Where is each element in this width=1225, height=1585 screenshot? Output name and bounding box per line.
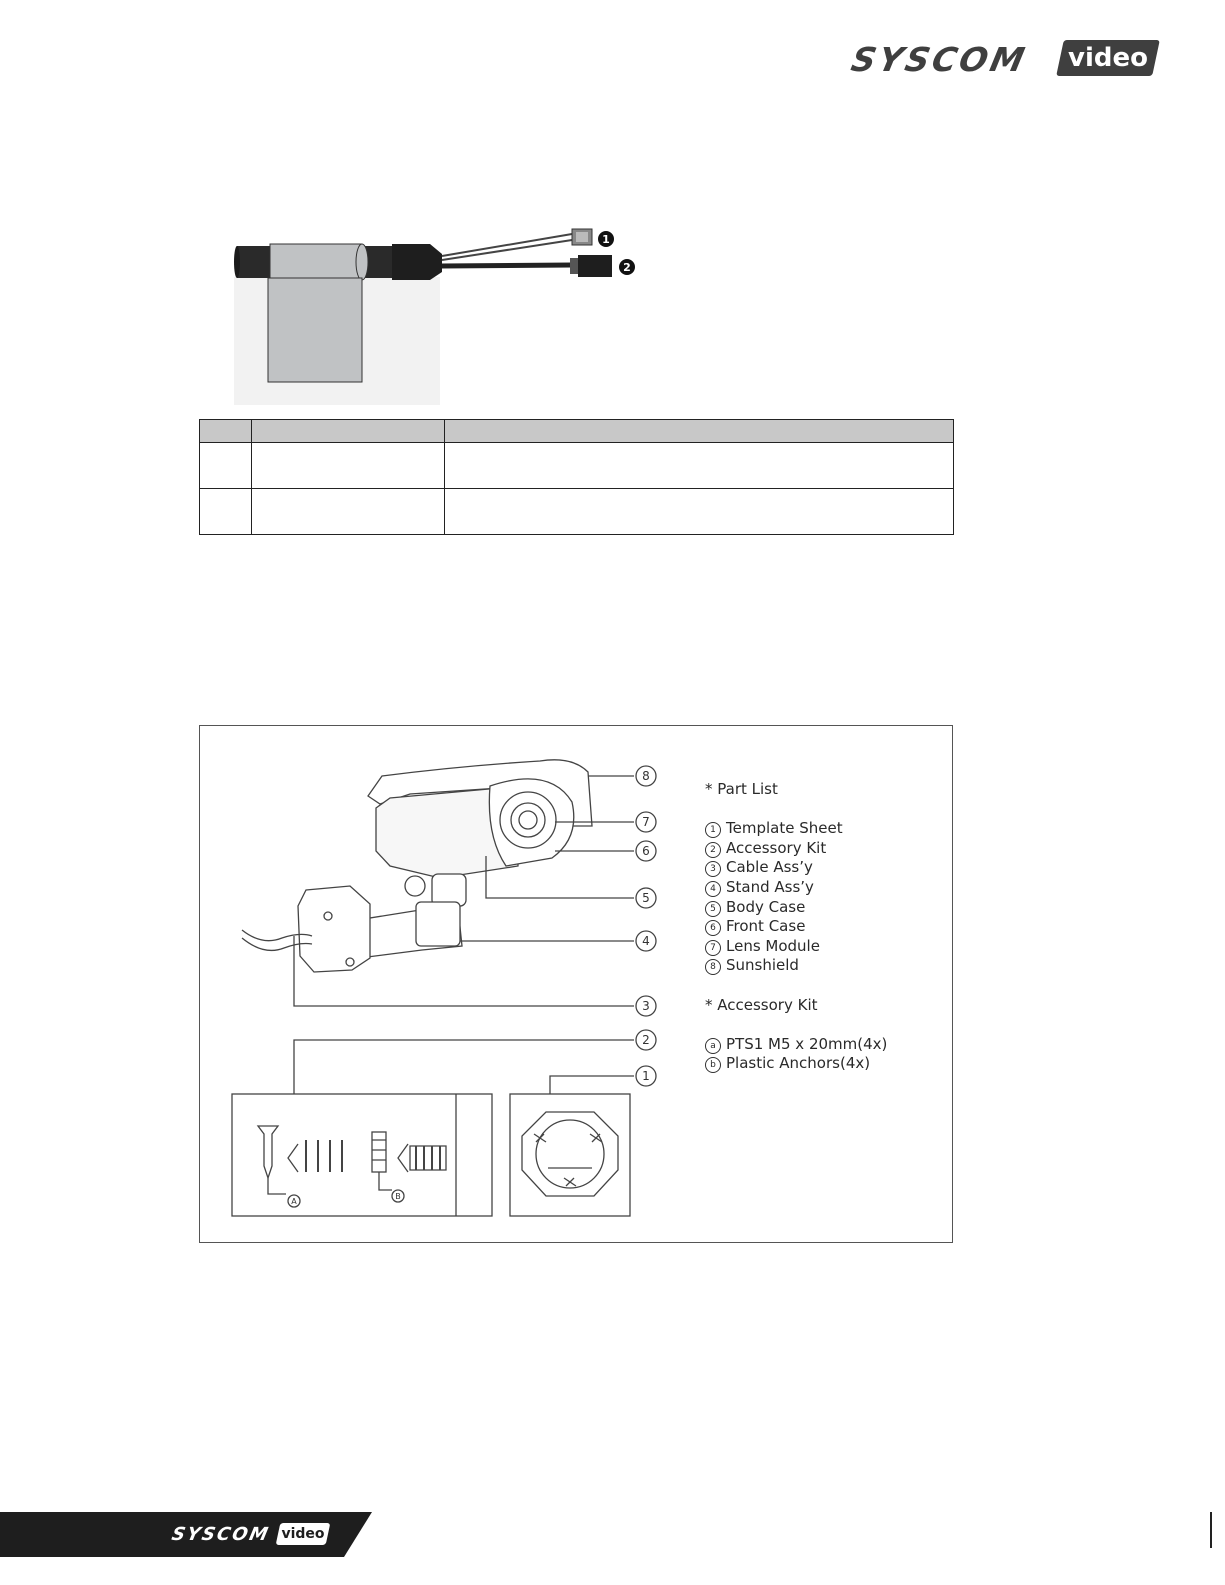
accessory-letter-badge: a bbox=[705, 1038, 721, 1054]
part-list-item bbox=[705, 937, 887, 957]
accessory-kit-heading: * Accessory Kit bbox=[705, 995, 818, 1014]
part-list bbox=[705, 780, 887, 1074]
part-number-badge: 5 bbox=[705, 901, 721, 917]
connector-table bbox=[199, 419, 954, 535]
part-number-badge: 1 bbox=[705, 822, 721, 838]
part-label: Cable Ass’y bbox=[726, 858, 813, 877]
table-cell bbox=[200, 443, 252, 489]
cable-callout-2: 2 bbox=[623, 261, 631, 274]
table-cell bbox=[445, 489, 954, 535]
part-label: Template Sheet bbox=[726, 819, 843, 838]
logo-wordmark: SYSCOM bbox=[847, 40, 1031, 79]
part-number-badge: 2 bbox=[705, 842, 721, 858]
part-number-badge: 3 bbox=[705, 861, 721, 877]
table-cell bbox=[252, 443, 445, 489]
part-label: Lens Module bbox=[726, 936, 820, 955]
footer-logo-badge-text: video bbox=[281, 1526, 325, 1542]
part-list-heading: * Part List bbox=[705, 780, 778, 798]
part-label: Accessory Kit bbox=[726, 838, 827, 857]
accessory-item bbox=[705, 1035, 887, 1055]
callout-2: 2 bbox=[642, 1033, 650, 1047]
footer-logo-badge bbox=[276, 1523, 331, 1545]
callout-b: B bbox=[395, 1192, 401, 1201]
callout-7: 7 bbox=[642, 815, 650, 829]
part-list-item bbox=[705, 878, 887, 898]
part-number-badge: 4 bbox=[705, 881, 721, 897]
part-label: Sunshield bbox=[726, 956, 799, 975]
part-label: Body Case bbox=[726, 897, 806, 916]
accessory-label: Plastic Anchors(4x) bbox=[726, 1054, 871, 1073]
table-cell bbox=[200, 489, 252, 535]
callout-6: 6 bbox=[642, 844, 650, 858]
part-list-item bbox=[705, 819, 887, 839]
footer-logo bbox=[169, 1522, 332, 1548]
table-header-cell bbox=[445, 420, 954, 443]
table-cell bbox=[252, 489, 445, 535]
part-label: Front Case bbox=[726, 917, 806, 936]
table-cell bbox=[445, 443, 954, 489]
part-label: Stand Ass’y bbox=[726, 877, 814, 896]
callout-a: A bbox=[291, 1197, 297, 1206]
callout-1: 1 bbox=[642, 1069, 650, 1083]
part-list-item bbox=[705, 956, 887, 976]
table-row bbox=[200, 489, 954, 535]
page-edge-mark bbox=[1210, 1512, 1212, 1548]
part-list-item bbox=[705, 858, 887, 878]
table-header-cell bbox=[252, 420, 445, 443]
header-logo bbox=[847, 38, 1168, 80]
logo-badge bbox=[1056, 40, 1160, 76]
callout-4: 4 bbox=[642, 934, 650, 948]
footer-logo-wordmark: SYSCOM bbox=[169, 1524, 272, 1545]
callout-5: 5 bbox=[642, 891, 650, 905]
accessory-label: PTS1 M5 x 20mm(4x) bbox=[726, 1034, 888, 1053]
table-header-cell bbox=[200, 420, 252, 443]
part-number-badge: 6 bbox=[705, 920, 721, 936]
callout-8: 8 bbox=[642, 769, 650, 783]
callout-3: 3 bbox=[642, 999, 650, 1013]
part-number-badge: 8 bbox=[705, 959, 721, 975]
logo-badge-text: video bbox=[1068, 43, 1148, 73]
part-list-item bbox=[705, 898, 887, 918]
part-list-item bbox=[705, 839, 887, 859]
table-header-row bbox=[200, 420, 954, 443]
cable-illustration bbox=[232, 222, 652, 407]
accessory-letter-badge: b bbox=[705, 1057, 721, 1073]
parts-figure bbox=[199, 725, 953, 1243]
accessory-item bbox=[705, 1054, 887, 1074]
table-row bbox=[200, 443, 954, 489]
part-number-badge: 7 bbox=[705, 940, 721, 956]
part-list-item bbox=[705, 917, 887, 937]
cable-callout-1: 1 bbox=[602, 233, 610, 246]
